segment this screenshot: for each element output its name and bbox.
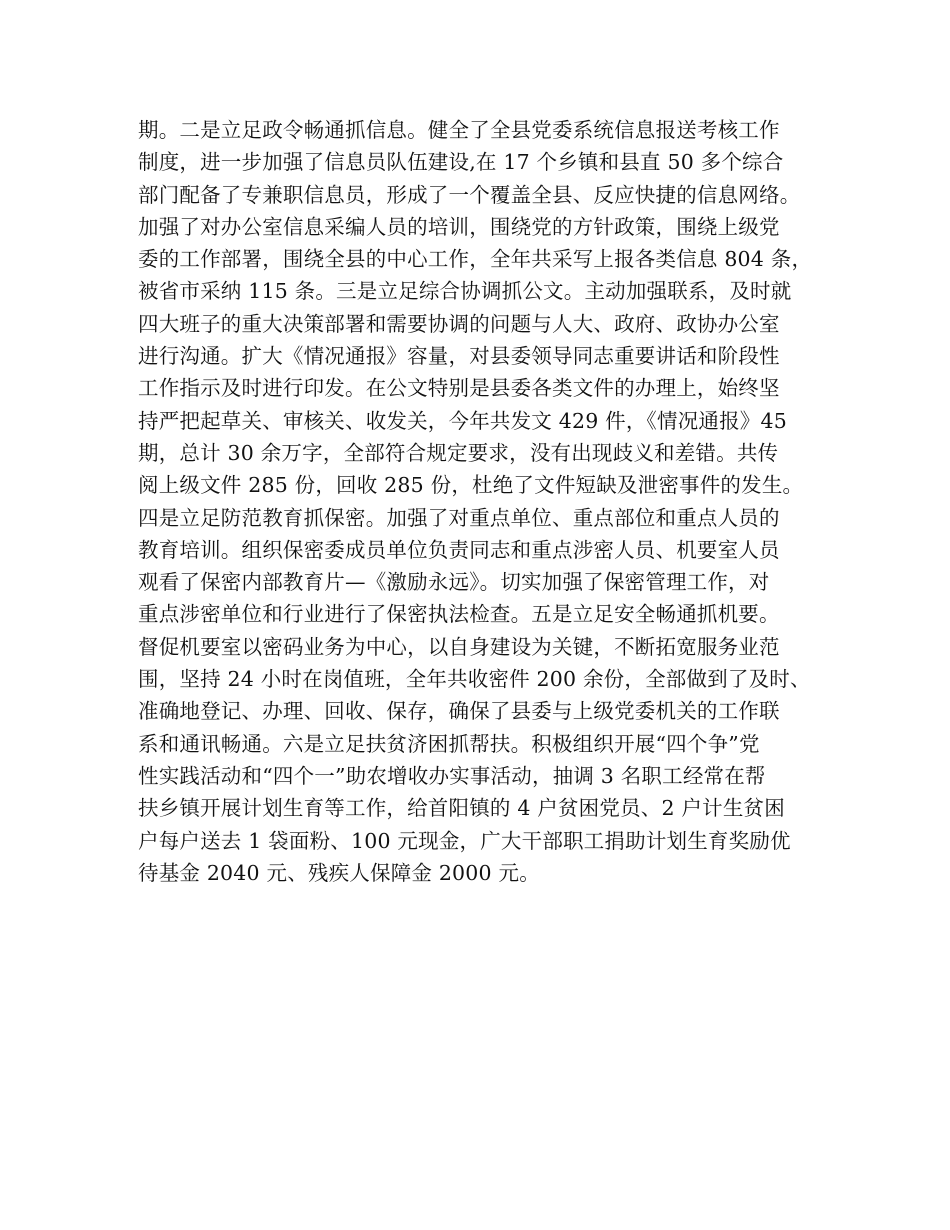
text-line: 被省市采纳 115 条。三是立足综合协调抓公文。主动加强联系，及时就: [138, 279, 792, 304]
text-line: 委的工作部署，围绕全县的中心工作，全年共采写上报各类信息 804 条，: [138, 247, 813, 272]
text-line: 系和通讯畅通。六是立足扶贫济困抓帮扶。积极组织开展“四个争”党: [138, 731, 760, 756]
text-line: 性实践活动和“四个一”助农增收办实事活动，抽调 3 名职工经常在帮: [138, 763, 766, 788]
text-line: 重点涉密单位和行业进行了保密执法检查。五是立足安全畅通抓机要。: [138, 602, 780, 627]
text-line: 工作指示及时进行印发。在公文特别是县委各类文件的办理上，始终坚: [138, 376, 780, 401]
text-line: 期。二是立足政令畅通抓信息。健全了全县党委系统信息报送考核工作: [138, 118, 780, 142]
text-line: 观看了保密内部教育片—《激励永远》。切实加强了保密管理工作，对: [138, 570, 770, 595]
text-line: 教育培训。组织保密委成员单位负责同志和重点涉密人员、机要室人员: [138, 537, 780, 562]
text-line: 阅上级文件 285 份，回收 285 份，杜绝了文件短缺及泄密事件的发生。: [138, 473, 804, 498]
text-line: 期，总计 30 余万字，全部符合规定要求，没有出现歧义和差错。共传: [138, 440, 779, 465]
text-line: 四大班子的重大决策部署和需要协调的问题与人大、政府、政协办公室: [138, 311, 780, 336]
text-line: 围，坚持 24 小时在岗值班，全年共收密件 200 余份，全部做到了及时、: [138, 667, 811, 692]
text-line: 四是立足防范教育抓保密。加强了对重点单位、重点部位和重点人员的: [138, 505, 780, 530]
text-line: 户每户送去 1 袋面粉、100 元现金，广大干部职工捐助计划生育奖励优: [138, 828, 791, 853]
text-line: 持严把起草关、审核关、收发关，今年共发文 429 件，《情况通报》45: [138, 408, 787, 433]
text-line: 部门配备了专兼职信息员，形成了一个覆盖全县、反应快捷的信息网络。: [138, 182, 801, 207]
text-line: 进行沟通。扩大《情况通报》容量，对县委领导同志重要讲话和阶段性: [138, 344, 780, 369]
body-text: [138, 114, 828, 889]
text-line: 待基金 2040 元、残疾人保障金 2000 元。: [138, 860, 540, 885]
text-line: 准确地登记、办理、回收、保存，确保了县委与上级党委机关的工作联: [138, 699, 780, 724]
text-line: 扶乡镇开展计划生育等工作，给首阳镇的 4 户贫困党员、2 户计生贫困: [138, 796, 785, 821]
text-line: 督促机要室以密码业务为中心，以自身建设为关键，不断拓宽服务业范: [138, 634, 780, 659]
text-line: 制度，进一步加强了信息员队伍建设,在 17 个乡镇和县直 50 多个综合: [138, 150, 784, 175]
text-line: 加强了对办公室信息采编人员的培训，围绕党的方针政策，围绕上级党: [138, 214, 780, 239]
